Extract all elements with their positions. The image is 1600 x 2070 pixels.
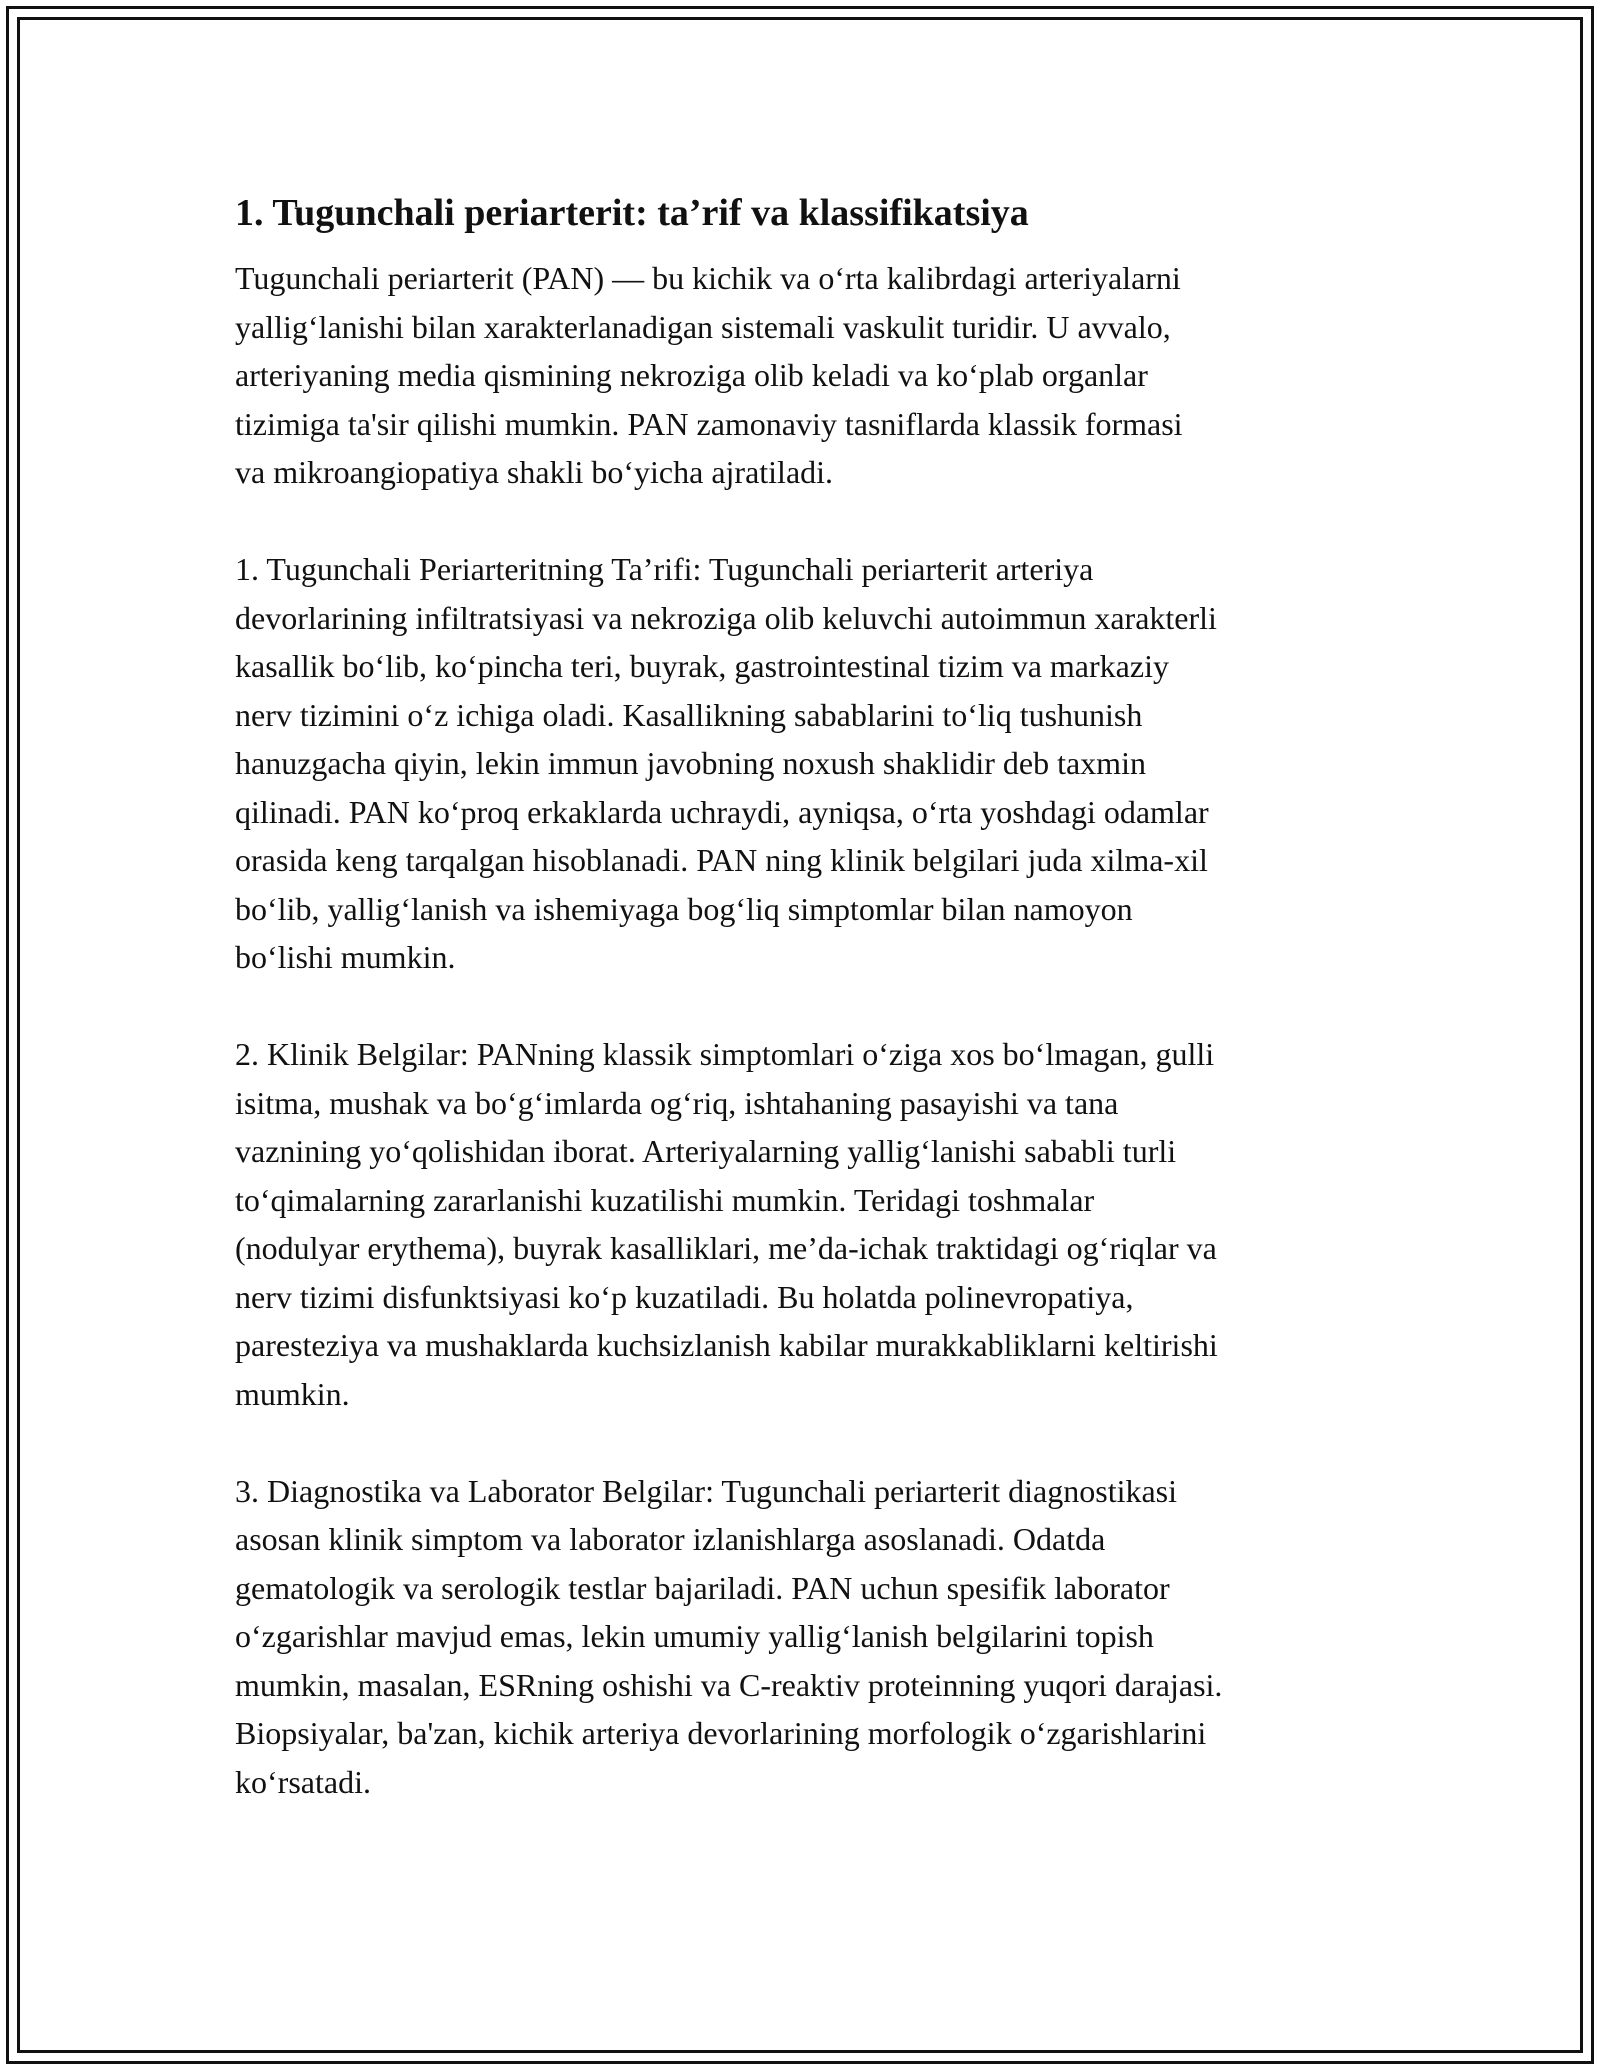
text-line: gematologik va serologik testlar bajariladi. PAN uchun spesifik laborator [235, 1569, 1170, 1606]
section-definition-paragraph [235, 545, 1375, 982]
text-line: paresteziya va mushaklarda kuchsizlanish kabilar murakkabliklarni keltirishi [235, 1327, 1218, 1363]
text-line: kasallik bo‘lib, ko‘pincha teri, buyrak, gastrointestinal tizim va markaziy [235, 648, 1169, 684]
text-line: 2. Klinik Belgilar: PANning klassik simptomlari o‘ziga xos bo‘lmagan, gulli [235, 1036, 1215, 1072]
text-line: asosan klinik simptom va laborator izlanishlarga asoslanadi. Odatda [235, 1521, 1106, 1557]
text-line: to‘qimalarning zararlanishi kuzatilishi mumkin. Teridagi toshmalar [235, 1181, 1095, 1218]
document-title: 1. Tugunchali periarterit: ta’rif va klassifikatsiya [235, 192, 1029, 234]
text-line: tizimiga ta'sir qilishi mumkin. PAN zamonaviy tasniflarda klassik formasi [235, 405, 1183, 442]
text-line: nerv tizimini o‘z ichiga oladi. Kasallikning sabablarini to‘liq tushunish [235, 696, 1143, 733]
text-line: bo‘lishi mumkin. [235, 939, 456, 975]
text-line: nerv tizimi disfunktsiyasi ko‘p kuzatiladi. Bu holatda polinevropatiya, [235, 1278, 1134, 1315]
text-line: bo‘lib, yallig‘lanish va ishemiyaga bog‘liq simptomlar bilan namoyon [235, 890, 1133, 927]
section-diagnostics-paragraph [235, 1467, 1375, 1807]
text-line: vaznining yo‘qolishidan iborat. Arteriyalarning yallig‘lanishi sababli turli [235, 1133, 1177, 1169]
text-line: 3. Diagnostika va Laborator Belgilar: Tugunchali periarterit diagnostikasi [235, 1472, 1178, 1509]
intro-paragraph [235, 254, 1375, 497]
text-line: arteriyaning media qismining nekroziga olib keladi va ko‘plab organlar [235, 357, 1148, 393]
text-line: yallig‘lanishi bilan xarakterlanadigan sistemali vaskulit turidir. U avvalo, [235, 308, 1171, 345]
text-line: devorlarining infiltratsiyasi va nekroziga olib keluvchi autoimmun xarakterli [235, 599, 1217, 636]
text-line: Tugunchali periarterit (PAN) — bu kichik va o‘rta kalibrdagi arteriyalarni [235, 260, 1181, 296]
text-line: va mikroangiopatiya shakli bo‘yicha ajratiladi. [235, 454, 834, 490]
text-line: orasida keng tarqalgan hisoblanadi. PAN ning klinik belgilari juda xilma-xil [235, 842, 1208, 878]
text-line: qilinadi. PAN ko‘proq erkaklarda uchraydi, ayniqsa, o‘rta yoshdagi odamlar [235, 793, 1209, 830]
text-line: mumkin, masalan, ESRning oshishi va C-reaktiv proteinning yuqori darajasi. [235, 1666, 1223, 1703]
text-line: ko‘rsatadi. [235, 1763, 371, 1800]
text-line: Biopsiyalar, ba'zan, kichik arteriya devorlarining morfologik o‘zgarishlarini [235, 1715, 1207, 1751]
section-clinical-signs-paragraph [235, 1030, 1375, 1418]
document-body [235, 186, 1375, 1855]
text-line: 1. Tugunchali Periarteritning Ta’rifi: Tugunchali periarterit arteriya [235, 551, 1094, 587]
text-line: mumkin. [235, 1375, 350, 1412]
text-line: isitma, mushak va bo‘g‘imlarda og‘riq, ishtahaning pasayishi va tana [235, 1084, 1119, 1121]
text-line: hanuzgacha qiyin, lekin immun javobning noxush shaklidir deb taxmin [235, 745, 1146, 781]
text-line: o‘zgarishlar mavjud emas, lekin umumiy yallig‘lanish belgilarini topish [235, 1618, 1154, 1654]
text-line: (nodulyar erythema), buyrak kasalliklari, me’da-ichak traktidagi og‘riqlar va [235, 1230, 1217, 1266]
